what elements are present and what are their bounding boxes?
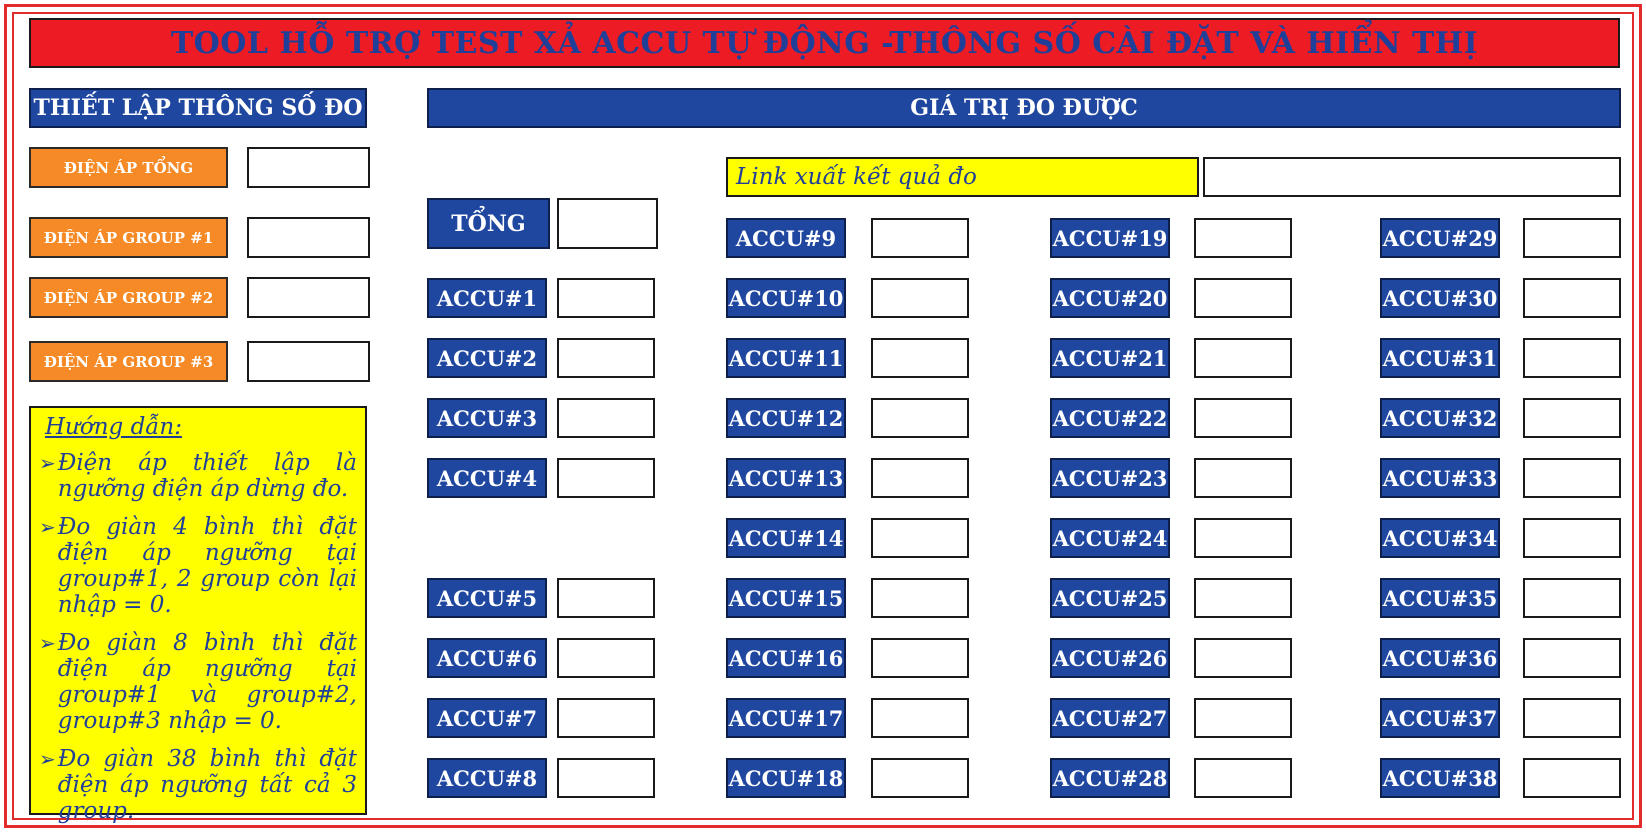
accu-33-label: ACCU#33 <box>1380 458 1500 498</box>
accu-15-label: ACCU#15 <box>726 578 846 618</box>
instructions-panel <box>29 406 367 824</box>
accu-2-label: ACCU#2 <box>427 338 547 378</box>
accu-13-value <box>871 458 969 498</box>
accu-17-value <box>871 698 969 738</box>
accu-4-value <box>557 458 655 498</box>
accu-12-value <box>871 398 969 438</box>
arrow-bullet-icon: ➢ <box>39 631 56 655</box>
accu-3-value <box>557 398 655 438</box>
accu-29-value <box>1523 218 1621 258</box>
accu-36-value <box>1523 638 1621 678</box>
instruction-item: ➢ Đo giàn 8 bình thì đặt điện áp ngưỡng tại group#1 và group#2, group#3 nhập = 0. <box>39 630 357 734</box>
accu-20-value <box>1194 278 1292 318</box>
accu-8-label: ACCU#8 <box>427 758 547 798</box>
accu-25-value <box>1194 578 1292 618</box>
accu-2-value <box>557 338 655 378</box>
accu-21-label: ACCU#21 <box>1050 338 1170 378</box>
accu-34-label: ACCU#34 <box>1380 518 1500 558</box>
total-label: TỔNG <box>427 198 550 249</box>
accu-10-label: ACCU#10 <box>726 278 846 318</box>
accu-27-label: ACCU#27 <box>1050 698 1170 738</box>
accu-22-label: ACCU#22 <box>1050 398 1170 438</box>
accu-28-value <box>1194 758 1292 798</box>
accu-25-label: ACCU#25 <box>1050 578 1170 618</box>
total-value-box <box>557 198 658 249</box>
group2-voltage-label: ĐIỆN ÁP GROUP #2 <box>29 277 228 318</box>
accu-14-label: ACCU#14 <box>726 518 846 558</box>
accu-9-label: ACCU#9 <box>726 218 846 258</box>
accu-26-label: ACCU#26 <box>1050 638 1170 678</box>
accu-11-value <box>871 338 969 378</box>
accu-38-label: ACCU#38 <box>1380 758 1500 798</box>
accu-7-label: ACCU#7 <box>427 698 547 738</box>
accu-37-label: ACCU#37 <box>1380 698 1500 738</box>
accu-31-label: ACCU#31 <box>1380 338 1500 378</box>
accu-14-value <box>871 518 969 558</box>
accu-27-value <box>1194 698 1292 738</box>
accu-10-value <box>871 278 969 318</box>
accu-35-value <box>1523 578 1621 618</box>
arrow-bullet-icon: ➢ <box>39 515 56 539</box>
group2-voltage-input[interactable] <box>247 277 370 318</box>
group1-voltage-input[interactable] <box>247 217 370 258</box>
accu-29-label: ACCU#29 <box>1380 218 1500 258</box>
accu-34-value <box>1523 518 1621 558</box>
accu-38-value <box>1523 758 1621 798</box>
page-title: TOOL HỖ TRỢ TEST XẢ ACCU TỰ ĐỘNG -THÔNG SỐ CÀI ĐẶT VÀ HIỂN THỊ <box>29 18 1620 68</box>
accu-1-label: ACCU#1 <box>427 278 547 318</box>
instruction-item: ➢ Đo giàn 38 bình thì đặt điện áp ngưỡng tất cả 3 group. <box>39 746 357 824</box>
accu-24-value <box>1194 518 1292 558</box>
accu-23-value <box>1194 458 1292 498</box>
accu-15-value <box>871 578 969 618</box>
total-voltage-input[interactable] <box>247 147 370 188</box>
accu-31-value <box>1523 338 1621 378</box>
accu-30-value <box>1523 278 1621 318</box>
accu-37-value <box>1523 698 1621 738</box>
accu-6-value <box>557 638 655 678</box>
accu-1-value <box>557 278 655 318</box>
accu-36-label: ACCU#36 <box>1380 638 1500 678</box>
accu-16-label: ACCU#16 <box>726 638 846 678</box>
accu-13-label: ACCU#13 <box>726 458 846 498</box>
accu-22-value <box>1194 398 1292 438</box>
accu-32-label: ACCU#32 <box>1380 398 1500 438</box>
measured-header: GIÁ TRỊ ĐO ĐƯỢC <box>427 88 1621 128</box>
accu-33-value <box>1523 458 1621 498</box>
group3-voltage-input[interactable] <box>247 341 370 382</box>
accu-19-label: ACCU#19 <box>1050 218 1170 258</box>
accu-17-label: ACCU#17 <box>726 698 846 738</box>
accu-21-value <box>1194 338 1292 378</box>
instruction-item: ➢ Điện áp thiết lập là ngưỡng điện áp dừng đo. <box>39 450 357 502</box>
accu-28-label: ACCU#28 <box>1050 758 1170 798</box>
total-voltage-label: ĐIỆN ÁP TỔNG <box>29 147 228 188</box>
export-link-input[interactable] <box>1203 157 1621 197</box>
accu-8-value <box>557 758 655 798</box>
accu-12-label: ACCU#12 <box>726 398 846 438</box>
instructions-title: Hướng dẫn: <box>45 414 182 440</box>
accu-9-value <box>871 218 969 258</box>
accu-18-value <box>871 758 969 798</box>
accu-30-label: ACCU#30 <box>1380 278 1500 318</box>
export-link-label: Link xuất kết quả đo <box>726 157 1199 197</box>
accu-5-value <box>557 578 655 618</box>
accu-23-label: ACCU#23 <box>1050 458 1170 498</box>
accu-3-label: ACCU#3 <box>427 398 547 438</box>
accu-4-label: ACCU#4 <box>427 458 547 498</box>
group1-voltage-label: ĐIỆN ÁP GROUP #1 <box>29 217 228 258</box>
accu-24-label: ACCU#24 <box>1050 518 1170 558</box>
accu-26-value <box>1194 638 1292 678</box>
accu-7-value <box>557 698 655 738</box>
accu-19-value <box>1194 218 1292 258</box>
arrow-bullet-icon: ➢ <box>39 747 56 771</box>
arrow-bullet-icon: ➢ <box>39 451 56 475</box>
accu-5-label: ACCU#5 <box>427 578 547 618</box>
accu-11-label: ACCU#11 <box>726 338 846 378</box>
group3-voltage-label: ĐIỆN ÁP GROUP #3 <box>29 341 228 382</box>
accu-6-label: ACCU#6 <box>427 638 547 678</box>
accu-20-label: ACCU#20 <box>1050 278 1170 318</box>
settings-header: THIẾT LẬP THÔNG SỐ ĐO <box>29 88 367 128</box>
accu-35-label: ACCU#35 <box>1380 578 1500 618</box>
instruction-item: ➢ Đo giàn 4 bình thì đặt điện áp ngưỡng tại group#1, 2 group còn lại nhập = 0. <box>39 514 357 618</box>
accu-18-label: ACCU#18 <box>726 758 846 798</box>
accu-16-value <box>871 638 969 678</box>
accu-32-value <box>1523 398 1621 438</box>
